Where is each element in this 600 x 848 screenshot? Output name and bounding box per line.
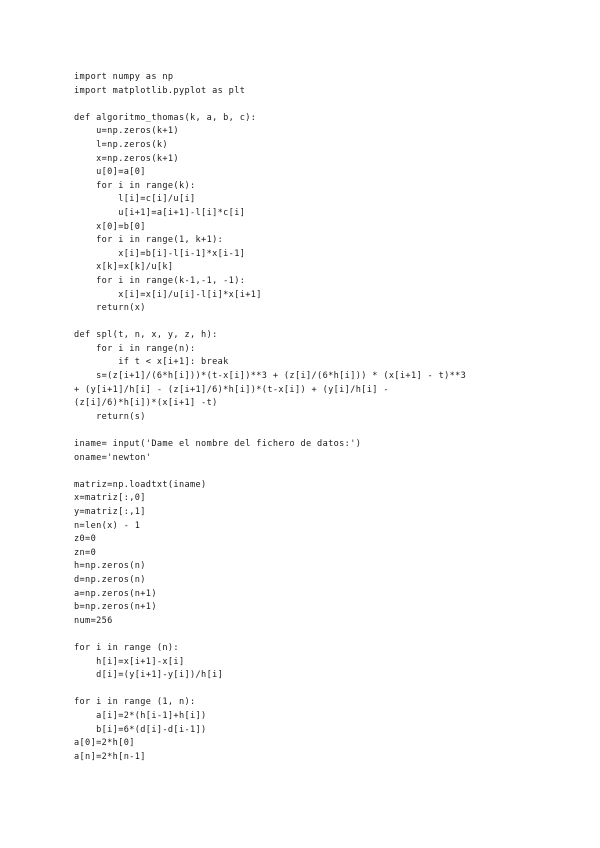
code-line: def spl(t, n, x, y, z, h): xyxy=(74,330,218,341)
code-line: def algoritmo_thomas(k, a, b, c): xyxy=(74,112,257,123)
code-line: l[i]=c[i]/u[i] xyxy=(74,194,196,205)
code-line: l=np.zeros(k) xyxy=(74,139,168,150)
code-line: for i in range (1, n): xyxy=(74,697,196,708)
code-line: n=len(x) - 1 xyxy=(74,520,141,531)
code-line: return(x) xyxy=(74,303,146,314)
code-line: (z[i]/6)*h[i])*(x[i+1] -t) xyxy=(74,398,218,409)
blank-line xyxy=(74,424,594,438)
code-line: import matplotlib.pyplot as plt xyxy=(74,85,246,96)
code-line: if t < x[i+1]: break xyxy=(74,357,229,368)
code-line: h[i]=x[i+1]-x[i] xyxy=(74,656,185,667)
blank-line xyxy=(74,316,594,330)
blank-line xyxy=(74,98,594,112)
code-line: u[0]=a[0] xyxy=(74,167,146,178)
code-line: a[n]=2*h[n-1] xyxy=(74,751,146,762)
code-line: x=np.zeros(k+1) xyxy=(74,153,179,164)
code-line: matriz=np.loadtxt(iname) xyxy=(74,479,207,490)
code-line: x[i]=x[i]/u[i]-l[i]*x[i+1] xyxy=(74,289,262,300)
code-line: s=(z[i+1]/(6*h[i]))*(t-x[i])**3 + (z[i]/(6*h[i])) * (x[i+1] - t)**3 xyxy=(74,371,467,382)
code-line: b=np.zeros(n+1) xyxy=(74,602,157,613)
code-line: for i in range(n): xyxy=(74,343,196,354)
code-line: a[i]=2*(h[i-1]+h[i]) xyxy=(74,710,207,721)
code-line: import numpy as np xyxy=(74,72,174,82)
code-line: x[k]=x[k]/u[k] xyxy=(74,262,174,273)
code-line: x[i]=b[i]-l[i-1]*x[i-1] xyxy=(74,248,246,259)
code-line: d[i]=(y[i+1]-y[i])/h[i] xyxy=(74,670,224,681)
code-line: x=matriz[:,0] xyxy=(74,493,146,504)
code-line: zn=0 xyxy=(74,547,97,558)
code-line: y=matriz[:,1] xyxy=(74,507,146,517)
code-line: return(s) xyxy=(74,411,146,422)
code-line: a=np.zeros(n+1) xyxy=(74,588,157,599)
code-line: h=np.zeros(n) xyxy=(74,561,146,572)
code-line: for i in range (n): xyxy=(74,642,179,653)
code-line: num=256 xyxy=(74,615,113,626)
code-line: d=np.zeros(n) xyxy=(74,574,146,585)
blank-line xyxy=(74,465,594,479)
code-line: a[0]=2*h[0] xyxy=(74,738,135,749)
code-line: for i in range(k-1,-1, -1): xyxy=(74,275,246,286)
code-line: for i in range(k): xyxy=(74,180,196,191)
code-line: + (y[i+1]/h[i] - (z[i+1]/6)*h[i])*(t-x[i]) + (y[i]/h[i] - xyxy=(74,384,389,395)
blank-line xyxy=(74,683,594,697)
code-line: b[i]=6*(d[i]-d[i-1]) xyxy=(74,724,207,735)
code-line: u=np.zeros(k+1) xyxy=(74,126,179,137)
blank-line xyxy=(74,628,594,642)
code-line: u[i+1]=a[i+1]-l[i]*c[i] xyxy=(74,207,246,218)
code-line: iname= input('Dame el nombre del fichero de datos:') xyxy=(74,439,362,450)
code-line: x[0]=b[0] xyxy=(74,221,146,232)
code-line: z0=0 xyxy=(74,534,97,545)
code-line: oname='newton' xyxy=(74,452,152,463)
code-line: for i in range(1, k+1): xyxy=(74,235,224,246)
code-listing xyxy=(74,71,594,764)
